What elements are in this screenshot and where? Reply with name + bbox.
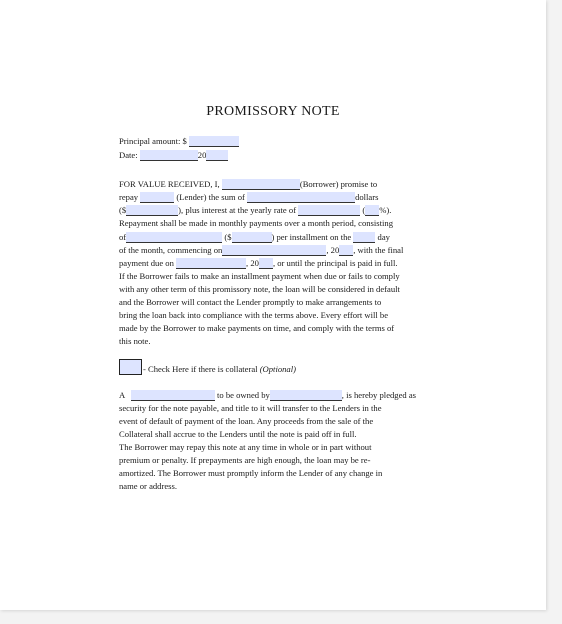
body-text: of (119, 232, 127, 242)
sum-words-field[interactable] (247, 192, 355, 203)
installment-words-field[interactable] (126, 232, 222, 243)
body-text: repay (119, 192, 139, 202)
body-line-7 (119, 258, 398, 269)
body-line-11: bring the loan back into compliance with the terms above. Every effort will be (119, 310, 389, 320)
body-text: ($ (119, 205, 127, 215)
final-payment-year-field[interactable] (259, 258, 273, 269)
date-row (119, 150, 228, 161)
installment-amount-field[interactable] (232, 232, 272, 243)
body-text: (Lender) the sum of (176, 192, 245, 202)
body-text: FOR VALUE RECEIVED, I, (119, 179, 220, 189)
body-line-2 (119, 192, 378, 203)
body-text: , 20 (326, 245, 340, 255)
interest-words-field[interactable] (298, 205, 360, 216)
collateral-line-8: name or address. (119, 481, 177, 491)
collateral-line-4: Collateral shall accrue to the Lenders until the note is paid off in full. (119, 429, 357, 439)
final-payment-date-field[interactable] (176, 258, 246, 269)
body-text: , with the final (353, 245, 404, 255)
body-text: of the month, commencing on (119, 245, 223, 255)
body-line-9: with any other term of this promissory note, the loan will be considered in default (119, 284, 400, 294)
principal-amount-field[interactable] (189, 136, 239, 147)
collateral-check-text: - Check Here if there is collateral (143, 364, 258, 374)
body-line-8: If the Borrower fails to make an installment payment when due or fails to comply (119, 271, 400, 281)
body-text: , or until the principal is paid in full. (272, 258, 398, 268)
document-title: PROMISSORY NOTE (206, 104, 340, 119)
body-text: dollars (355, 192, 379, 202)
body-text: , 20 (246, 258, 259, 268)
date-year-field[interactable] (206, 150, 228, 161)
body-text: payment due on (119, 258, 174, 268)
principal-amount-row (119, 136, 239, 147)
body-line-1 (119, 179, 377, 190)
collateral-line-2: security for the note payable, and title to it will transfer to the Lenders in the (119, 403, 382, 413)
body-line-10: and the Borrower will contact the Lender promptly to make arrangements to (119, 297, 382, 307)
body-text: A (119, 390, 125, 400)
date-year-prefix: 20 (197, 150, 207, 160)
body-line-12: made by the Borrower to make payments on time, and comply with the terms of (119, 323, 395, 333)
collateral-checkbox[interactable] (119, 359, 142, 375)
borrower-name-field[interactable] (222, 179, 300, 190)
collateral-line-7: amortized. The Borrower must promptly inform the Lender of any change in (119, 468, 383, 478)
body-text: day (377, 232, 390, 242)
body-line-13: this note. (119, 336, 151, 346)
body-line-5 (119, 232, 390, 243)
body-line-6 (119, 245, 403, 256)
body-line-4: Repayment shall be made in monthly payments over a month period, consisting (119, 218, 393, 228)
collateral-line-5: The Borrower may repay this note at any time in whole or in part without (119, 442, 372, 452)
collateral-line-3: event of default of payment of the loan. Any proceeds from the sale of the (119, 416, 374, 426)
body-text: %). (379, 205, 392, 215)
date-field[interactable] (140, 150, 198, 161)
commencing-date-field[interactable] (222, 245, 326, 256)
sum-amount-field[interactable] (126, 205, 178, 216)
body-text: to be owned by (217, 390, 270, 400)
date-label: Date: (119, 150, 138, 160)
collateral-optional-text: (Optional) (259, 364, 296, 374)
installment-day-field[interactable] (353, 232, 375, 243)
collateral-owner-field[interactable] (270, 390, 342, 401)
body-text: (Borrower) promise to (299, 179, 378, 189)
interest-rate-field[interactable] (365, 205, 379, 216)
body-text: , is hereby pledged as (341, 390, 417, 400)
collateral-item-field[interactable] (131, 390, 215, 401)
body-text: ) per installment on the (271, 232, 352, 242)
collateral-checkbox-label (143, 364, 296, 375)
collateral-line-1 (119, 390, 416, 401)
body-text: ($ (224, 232, 232, 242)
body-line-3 (119, 205, 391, 216)
commencing-year-field[interactable] (339, 245, 353, 256)
body-text: ), plus interest at the yearly rate of (178, 205, 297, 215)
principal-amount-label: Principal amount: (119, 136, 181, 146)
collateral-line-6: premium or penalty. If prepayments are high enough, the loan may be re- (119, 455, 371, 465)
body-text: ( (362, 205, 366, 215)
dollar-sign: $ (182, 136, 187, 146)
lender-name-field[interactable] (140, 192, 174, 203)
